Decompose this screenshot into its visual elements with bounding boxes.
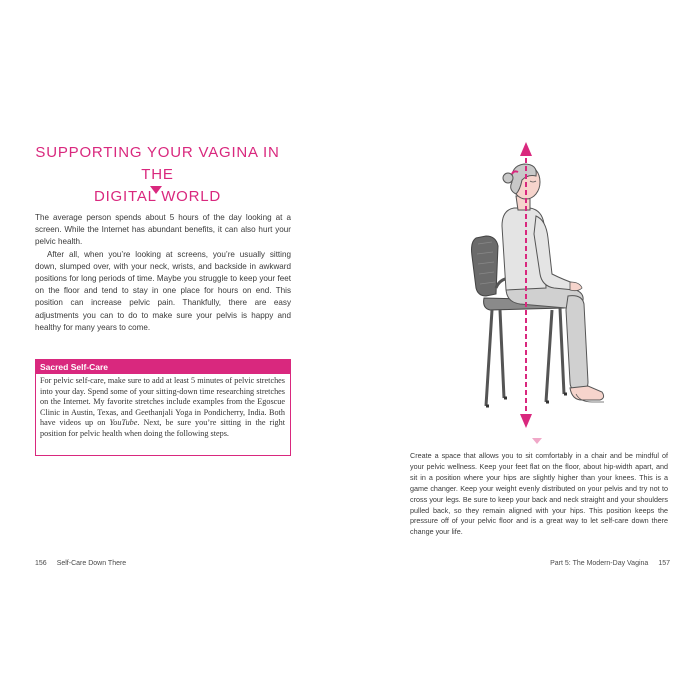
alignment-arrow-up-icon [520, 142, 532, 156]
section-heading [30, 142, 285, 208]
paragraph-1: The average person spends about 5 hours of the day looking at a screen. While the Internet has abundant benefits, it can also hurt your pelvic health. [35, 213, 291, 247]
sidebar-body [36, 374, 290, 440]
figure-shin [566, 296, 588, 390]
page-number-right: 157 [658, 560, 670, 567]
heading-down-arrow-icon [150, 186, 162, 194]
figure-feet [570, 386, 604, 400]
chair-back [472, 236, 499, 296]
paragraph-2: After all, when you’re looking at screens, you’re usually sitting down, slumped over, with your neck, wrists, and backside in awkward positions for long periods of time. Maybe you struggle to keep your feet on the floor and tend to stay in one place for hours on end. This position can increase pelvic pain. Thankfully, there are easy adjustments you can to do to make sure your pelvis is happy and healthy for many years to come. [35, 249, 291, 332]
page-number-left: 156 [35, 560, 47, 567]
left-folio [35, 560, 126, 567]
running-head-right: Part 5: The Modern-Day Vagina [550, 560, 649, 567]
illustration-caption: Create a space that allows you to sit comfortably in a chair and be mindful of your pelvic wellness. Keep your feet flat on the floor, about hip-width apart, and sit in a position where your hips are slightly higher than your knees. This is a game changer. Keep your weight evenly distributed on your pelvis and try not to cross your legs. Be sure to keep your back and neck straight and your shoulders pulled back, so they remain aligned with your hips. This position keeps the pressure off of your pelvic floor and is a great way to let self-care down there change your life. [410, 451, 668, 537]
right-folio [550, 560, 670, 567]
running-head-left: Self-Care Down There [56, 560, 127, 567]
sidebar-text-part-2: . Next, be sure you’re sitting in the right position for pelvic health when doing the following steps. [40, 418, 285, 438]
alignment-arrow-down-icon [520, 414, 532, 428]
sidebar-title: Sacred Self-Care [36, 360, 290, 374]
sidebar-text-part-1: For pelvic self-care, make sure to add at least 5 minutes of pelvic stretches into your day. Spend some of your sitting-down time researching stretches on the Internet. My favorite stretches include examples from the Egoscue Clinic in Austin, Texas, and Geethanjali Yoga in Pondicherry, India. Both have videos up on [40, 376, 285, 428]
seated-posture-illustration [440, 138, 615, 438]
sidebar-italic-youtube: YouTube [109, 418, 138, 428]
heading-line-2: DIGITAL WORLD [93, 188, 222, 205]
body-text [35, 212, 291, 334]
right-page [350, 0, 700, 700]
sacred-self-care-sidebar [35, 359, 291, 456]
heading-line-1: SUPPORTING YOUR VAGINA IN THE [35, 144, 280, 183]
caption-arrow-icon [532, 438, 542, 444]
